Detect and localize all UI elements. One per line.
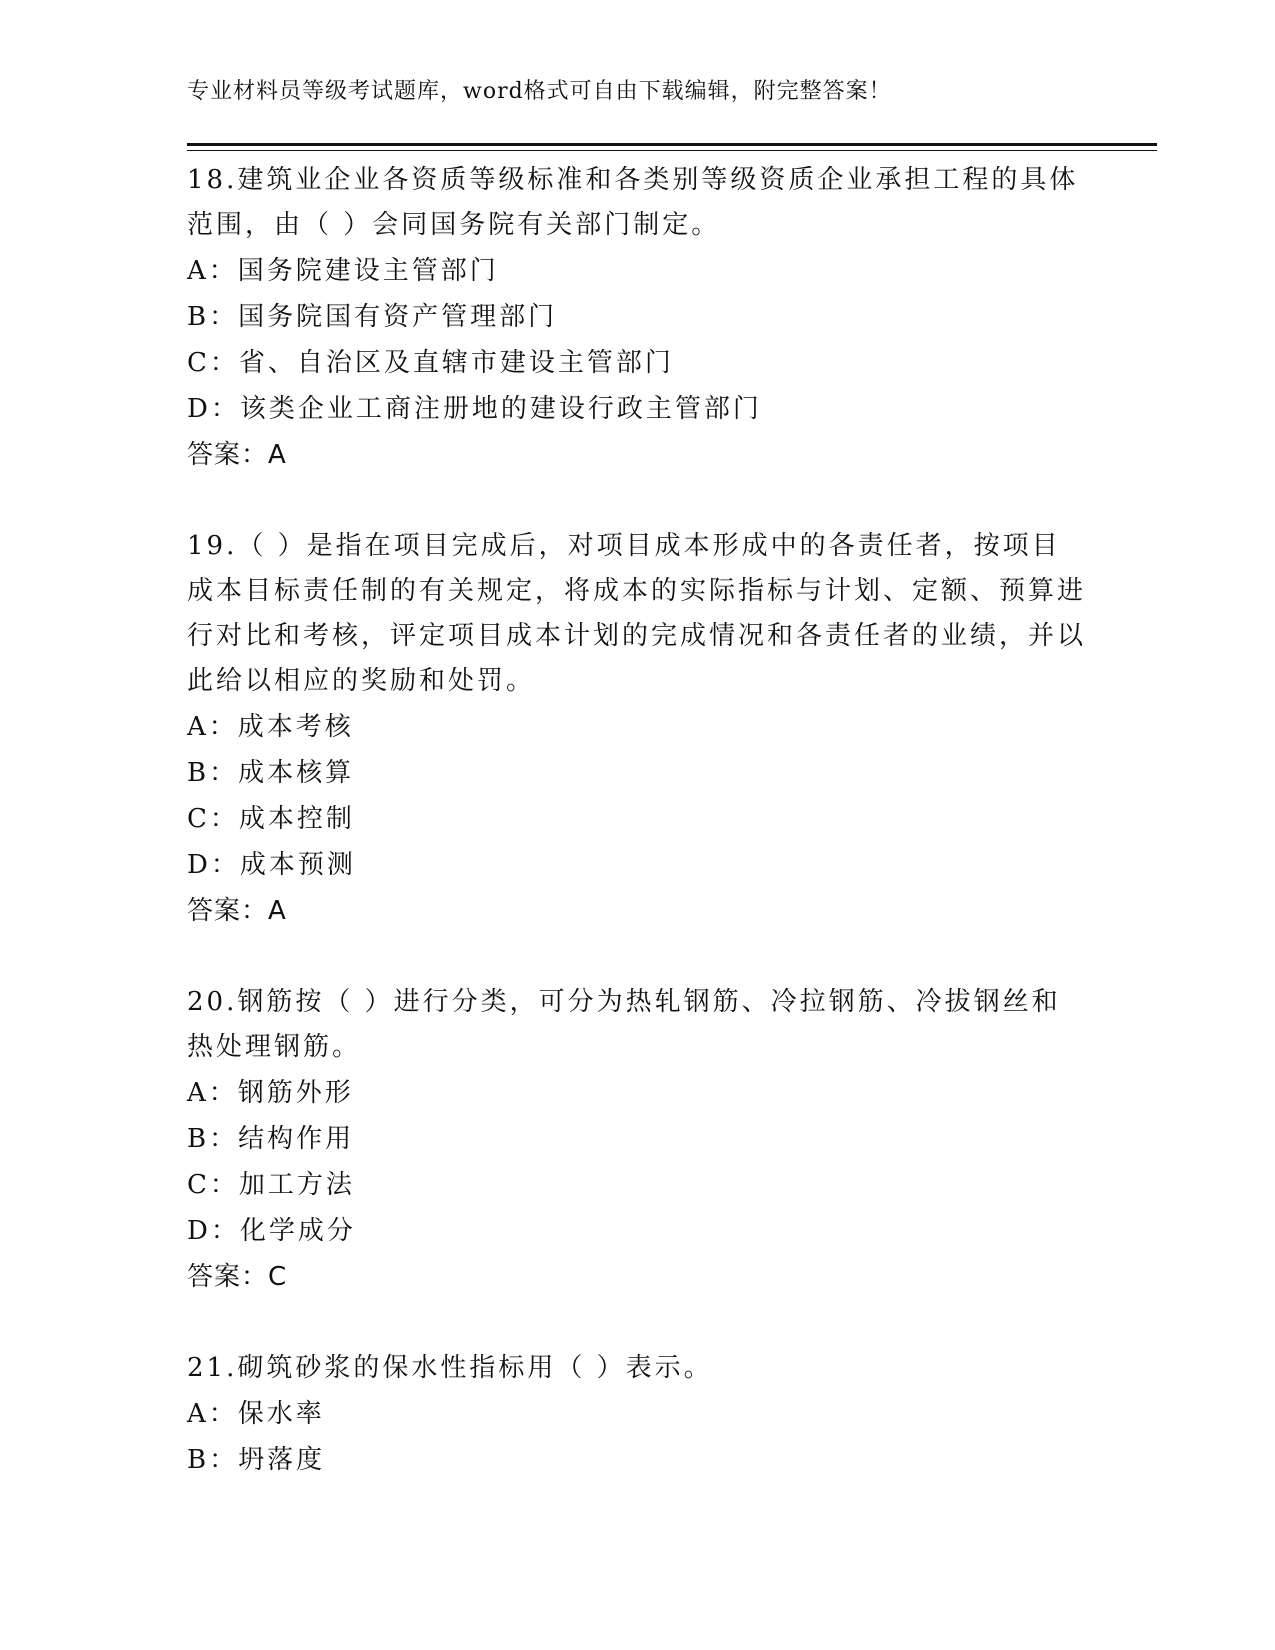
answer-line: 答案：A xyxy=(187,896,287,926)
option-a: A：钢筋外形 xyxy=(187,1078,354,1108)
question-stem: 21.砌筑砂浆的保水性指标用（ ）表示。 xyxy=(187,1353,713,1383)
question-stem: 18.建筑业企业各资质等级标准和各类别等级资质企业承担工程的具体范围，由（ ）会同国务院有关部门制定。 xyxy=(187,165,1079,240)
option-d: D：化学成分 xyxy=(187,1216,356,1246)
question-19 xyxy=(187,524,1087,934)
option-c: C：成本控制 xyxy=(187,804,355,834)
page-header: 专业材料员等级考试题库，word格式可自由下载编辑，附完整答案！ xyxy=(187,79,892,104)
option-a: A：国务院建设主管部门 xyxy=(187,256,499,286)
option-c: C：加工方法 xyxy=(187,1170,355,1200)
question-stem: 19.（ ）是指在项目完成后，对项目成本形成中的各责任者，按项目成本目标责任制的有关规定，将成本的实际指标与计划、定额、预算进行对比和考核，评定项目成本计划的完成情况和各责任者的业绩，并以此给以相应的奖励和处罚。 xyxy=(187,531,1087,696)
header-divider-thick xyxy=(187,143,1157,146)
option-a: A：成本考核 xyxy=(187,712,354,742)
option-b: B：成本核算 xyxy=(187,758,355,788)
answer-line: 答案：A xyxy=(187,440,287,470)
question-18 xyxy=(187,158,1087,478)
question-21 xyxy=(187,1346,1087,1483)
option-a: A：保水率 xyxy=(187,1399,325,1429)
option-b: B：国务院国有资产管理部门 xyxy=(187,302,558,332)
option-c: C：省、自治区及直辖市建设主管部门 xyxy=(187,348,674,378)
option-d: D：成本预测 xyxy=(187,850,356,880)
question-list xyxy=(187,158,1087,1529)
option-d: D：该类企业工商注册地的建设行政主管部门 xyxy=(187,394,762,424)
option-b: B：结构作用 xyxy=(187,1124,355,1154)
question-stem: 20.钢筋按（ ）进行分类，可分为热轧钢筋、冷拉钢筋、冷拔钢丝和热处理钢筋。 xyxy=(187,987,1061,1062)
answer-line: 答案：C xyxy=(187,1262,288,1292)
option-b: B：坍落度 xyxy=(187,1445,326,1475)
question-20 xyxy=(187,980,1087,1300)
header-divider-thin xyxy=(187,150,1157,151)
